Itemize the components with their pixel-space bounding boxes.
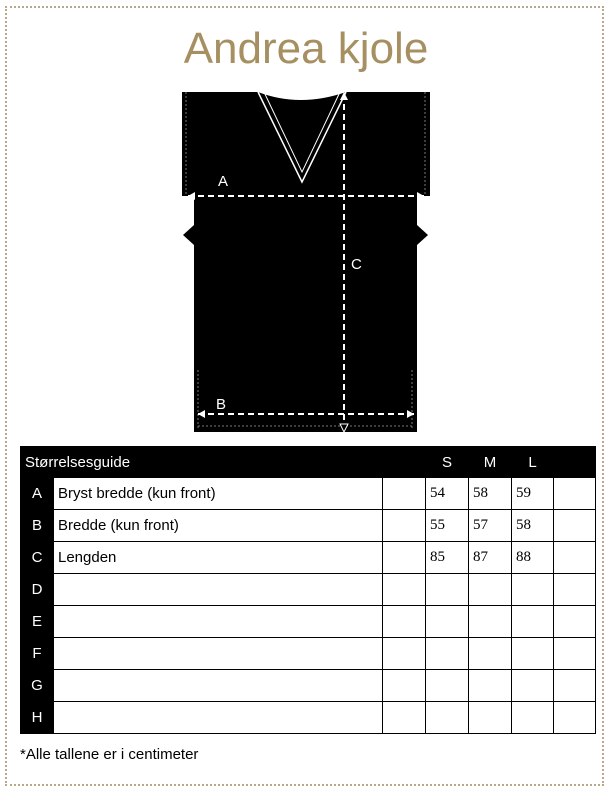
- row-label: [54, 638, 383, 670]
- table-row: [21, 510, 596, 542]
- table-row: [21, 478, 596, 510]
- measure-a-label: A: [218, 173, 229, 190]
- row-letter: C: [21, 542, 54, 574]
- row-letter: G: [21, 670, 54, 702]
- value-m: [469, 574, 512, 606]
- value-s: [426, 606, 469, 638]
- value-m: [469, 638, 512, 670]
- table-row: [21, 542, 596, 574]
- row-letter: H: [21, 702, 54, 734]
- footnote: *Alle tallene er i centimeter: [20, 746, 199, 763]
- empty-cell: [554, 638, 596, 670]
- row-label: Bryst bredde (kun front): [54, 478, 383, 510]
- table-row: [21, 702, 596, 734]
- empty-cell: [383, 670, 426, 702]
- value-l: [512, 702, 554, 734]
- value-m: 57: [469, 510, 512, 542]
- row-label: [54, 606, 383, 638]
- row-label: Lengden: [54, 542, 383, 574]
- row-letter: D: [21, 574, 54, 606]
- empty-cell: [383, 606, 426, 638]
- row-label: Bredde (kun front): [54, 510, 383, 542]
- value-l: 58: [512, 510, 554, 542]
- value-l: [512, 638, 554, 670]
- empty-cell: [383, 574, 426, 606]
- size-s-header: S: [426, 447, 469, 478]
- row-letter: F: [21, 638, 54, 670]
- value-l: [512, 574, 554, 606]
- value-s: [426, 702, 469, 734]
- value-m: [469, 702, 512, 734]
- size-guide-table: [20, 446, 596, 734]
- value-m: [469, 606, 512, 638]
- dress-silhouette: [182, 92, 430, 432]
- empty-cell: [554, 478, 596, 510]
- empty-cell: [554, 670, 596, 702]
- empty-cell: [383, 510, 426, 542]
- measure-c-label: C: [351, 256, 362, 273]
- row-letter: E: [21, 606, 54, 638]
- table-row: [21, 574, 596, 606]
- value-l: [512, 670, 554, 702]
- value-m: 87: [469, 542, 512, 574]
- value-m: 58: [469, 478, 512, 510]
- table-row: [21, 670, 596, 702]
- empty-cell: [554, 606, 596, 638]
- value-s: [426, 670, 469, 702]
- size-l-header: L: [512, 447, 554, 478]
- value-m: [469, 670, 512, 702]
- empty-cell: [383, 542, 426, 574]
- empty-cell: [554, 510, 596, 542]
- table-row: [21, 638, 596, 670]
- row-label: [54, 702, 383, 734]
- table-header-row: [21, 447, 596, 478]
- size-m-header: M: [469, 447, 512, 478]
- value-l: [512, 606, 554, 638]
- table-header: Størrelsesguide: [21, 447, 426, 478]
- empty-cell: [554, 702, 596, 734]
- value-s: 54: [426, 478, 469, 510]
- table-row: [21, 606, 596, 638]
- value-s: 55: [426, 510, 469, 542]
- empty-cell: [554, 574, 596, 606]
- page-title: Andrea kjole: [183, 24, 429, 73]
- empty-cell: [383, 702, 426, 734]
- row-label: [54, 574, 383, 606]
- empty-cell: [383, 478, 426, 510]
- value-s: [426, 574, 469, 606]
- empty-cell: [383, 638, 426, 670]
- value-s: [426, 638, 469, 670]
- value-s: 85: [426, 542, 469, 574]
- row-label: [54, 670, 383, 702]
- empty-cell: [554, 542, 596, 574]
- row-letter: A: [21, 478, 54, 510]
- measure-b-label: B: [216, 396, 227, 413]
- row-letter: B: [21, 510, 54, 542]
- empty-header: [554, 447, 596, 478]
- value-l: 88: [512, 542, 554, 574]
- value-l: 59: [512, 478, 554, 510]
